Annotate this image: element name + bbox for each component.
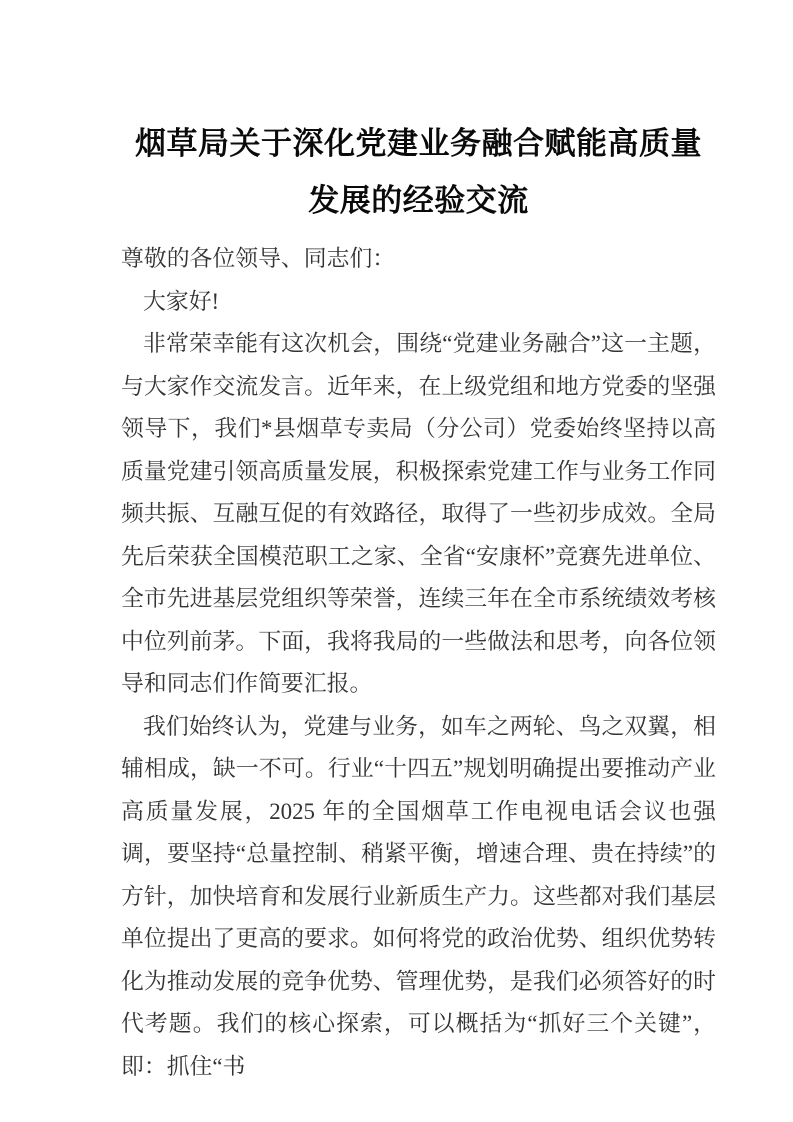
document-title	[121, 115, 716, 229]
document-content	[121, 0, 716, 1088]
paragraph-salutation: 尊敬的各位领导、同志们：	[121, 246, 396, 271]
document-body	[121, 238, 716, 1088]
paragraph-greeting: 大家好!	[143, 288, 220, 314]
document-title-line-1: 烟草局关于深化党建业务融合赋能高质量	[135, 126, 702, 161]
document-title-line-2: 发展的经验交流	[308, 183, 529, 218]
paragraph-body-second: 我们始终认为，党建与业务，如车之两轮、鸟之双翼，相辅相成，缺一不可。行业“十四五”规划明确提出要推动产业高质量发展，2025 年的全国烟草工作电视电话会议也强调，要坚持“总量控制、稍紧平衡，增速合理、贵在持续”的方针，加快培育和发展行业新质生产力。这些都对我们基层单位提出了更高的要求。如何将党的政治优势、组织优势转化为推动发展的竞争优势、管理优势，是我们必须答好的时代考题。我们的核心探索，可以概括为“抓好三个关键”，即：抓住“书	[121, 713, 716, 1079]
paragraph-intro: 非常荣幸能有这次机会，围绕“党建业务融合”这一主题，与大家作交流发言。近年来，在上级党组和地方党委的坚强领导下，我们*县烟草专卖局（分公司）党委始终坚持以高质量党建引领高质量发展，积极探索党建工作与业务工作同频共振、互融互促的有效路径，取得了一些初步成效。全局先后荣获全国模范职工之家、全省“安康杯”竞赛先进单位、全市先进基层党组织等荣誉，连续三年在全市系统绩效考核中位列前茅。下面，我将我局的一些做法和思考，向各位领导和同志们作简要汇报。	[121, 331, 716, 696]
